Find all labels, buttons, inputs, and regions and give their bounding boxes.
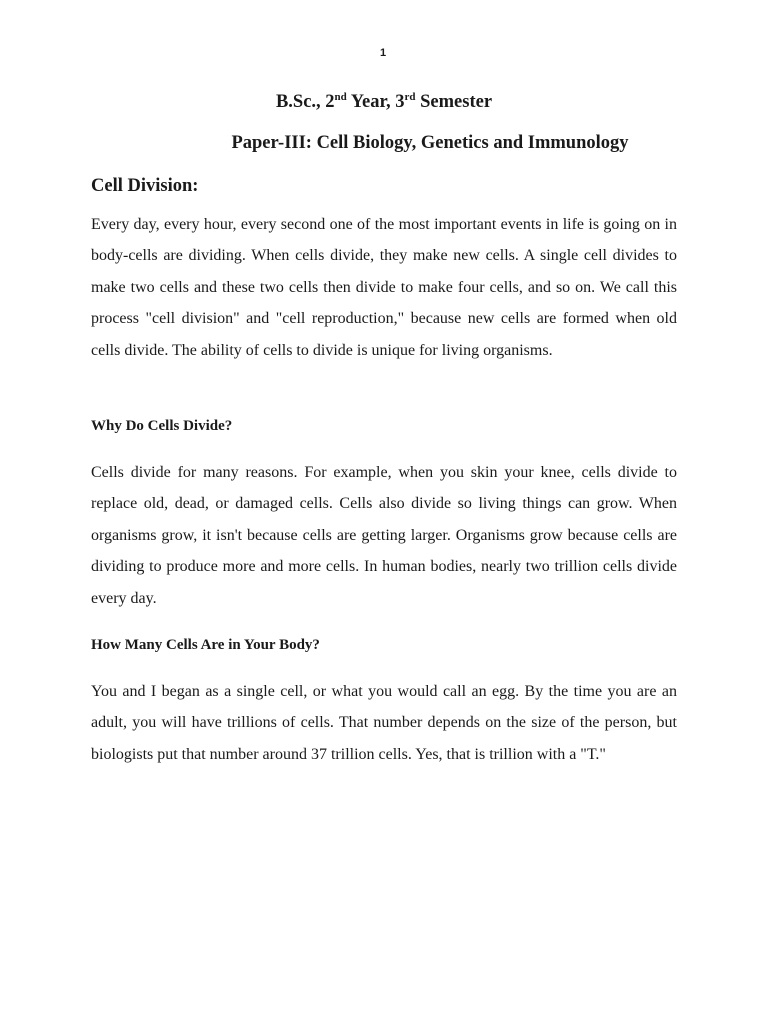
course-prefix: B.Sc., 2 bbox=[275, 92, 335, 112]
year-text: Year, 3 bbox=[346, 92, 405, 112]
paragraph-why-cells-divide: Cells divide for many reasons. For example, when you skin your knee, cells divide to replace old, dead, or damaged cells. Cells also divide so living things can grow. When organisms grow, it isn't because cells are getting larger. Organisms grow because cells are dividing to produce more and more cells. In human bodies, nearly two trillion cells divide every day. bbox=[91, 464, 677, 607]
semester-superscript: rd bbox=[404, 91, 416, 103]
semester-text: Semester bbox=[415, 92, 493, 112]
intro-paragraph: Every day, every hour, every second one of the most important events in life is going on in body-cells are dividing. When cells divide, they make new cells. A single cell divides to make two cells and these two cells then divide to make four cells, and so on. We call this process "cell division" and "cell reproduction," because new cells are formed when old cells divide. The ability of cells to divide is unique for living organisms. bbox=[91, 216, 677, 359]
paragraph-how-many-cells: You and I began as a single cell, or what you would call an egg. By the time you are an adult, you will have trillions of cells. That number depends on the size of the person, but biologists put that number around 37 trillion cells. Yes, that is trillion with a "T." bbox=[91, 683, 677, 763]
year-superscript: nd bbox=[334, 91, 347, 103]
subheading-why-cells-divide: Why Do Cells Divide? bbox=[91, 418, 233, 434]
section-heading: Cell Division: bbox=[91, 176, 199, 196]
page-number: 1 bbox=[379, 47, 387, 59]
course-title bbox=[0, 92, 768, 113]
subheading-how-many-cells: How Many Cells Are in Your Body? bbox=[91, 637, 320, 653]
paper-title: Paper-III: Cell Biology, Genetics and Immunology bbox=[231, 133, 629, 153]
